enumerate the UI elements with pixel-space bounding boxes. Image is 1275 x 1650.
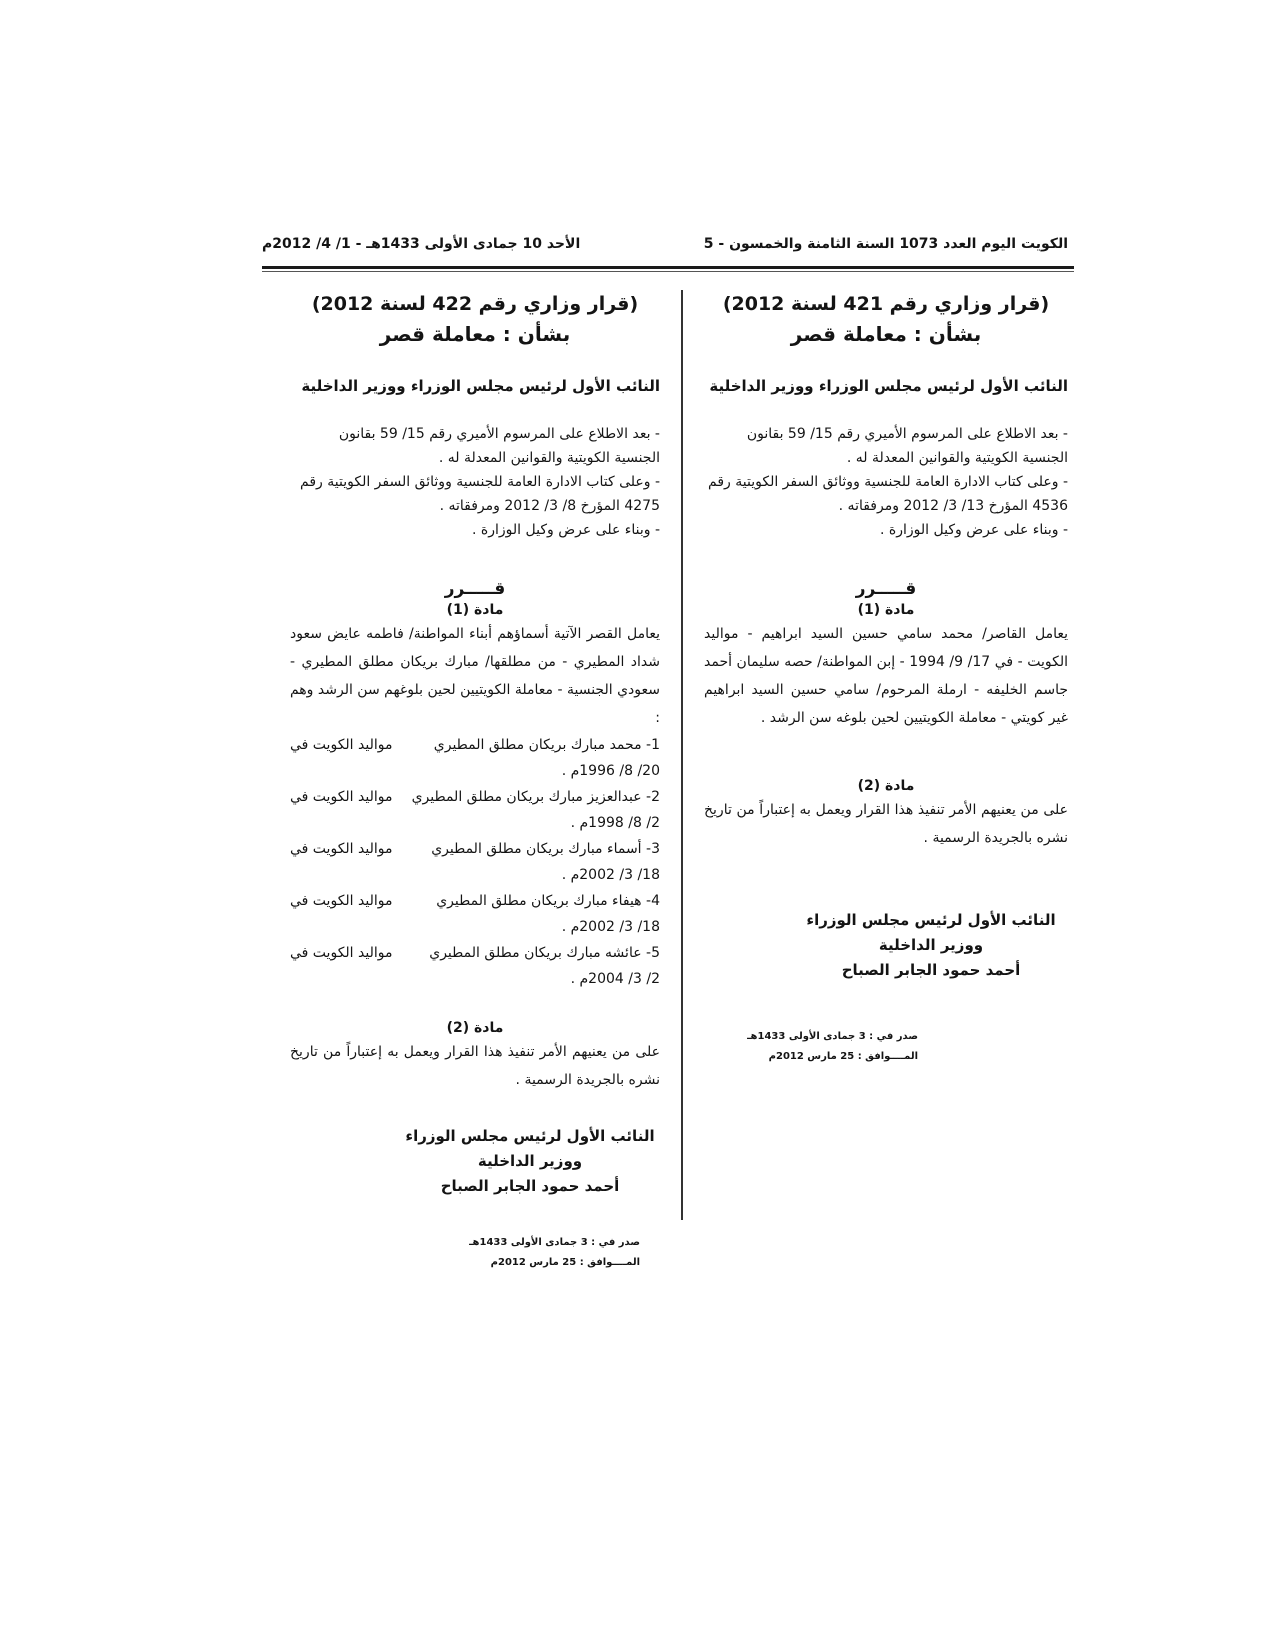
header-issue-info: الكويت اليوم العدد 1073 السنة الثامنة والخمسون - 5 xyxy=(703,236,1068,252)
minor-name: 4- هيفاء مبارك بريكان مطلق المطيري xyxy=(436,893,660,909)
decree-422 xyxy=(290,290,660,1273)
decree-issuer: النائب الأول لرئيس مجلس الوزراء ووزير الداخلية xyxy=(301,377,660,395)
decree-preamble xyxy=(704,422,1068,542)
minor-birthdate: 2/ 8/ 1998م . xyxy=(570,815,660,831)
issue-dates xyxy=(704,1027,918,1067)
preamble-item: - وعلى كتاب الادارة العامة للجنسية ووثائق السفر الكويتية رقم 4275 المؤرخ 8/ 3/ 2012 ومرفقاته . xyxy=(300,474,660,514)
issued-date: صدر في : 3 جمادى الأولى 1433هـ xyxy=(469,1237,640,1248)
preamble-item: - بعد الاطلاع على المرسوم الأميري رقم 15/ 59 بقانون الجنسية الكويتية والقوانين المعدلة له . xyxy=(746,426,1068,466)
minor-birthplace: مواليد الكويت في xyxy=(290,789,393,805)
decree-subject: بشأن : معاملة قصر xyxy=(379,322,571,346)
preamble-item: - بعد الاطلاع على المرسوم الأميري رقم 15/ 59 بقانون الجنسية الكويتية والقوانين المعدلة له . xyxy=(338,426,660,466)
minor-birthplace: مواليد الكويت في xyxy=(290,893,393,909)
issued-date: صدر في : 3 جمادى الأولى 1433هـ xyxy=(747,1031,918,1042)
minor-birthplace: مواليد الكويت في xyxy=(290,841,393,857)
signature-line: ووزير الداخلية xyxy=(878,936,984,954)
article-2-text: على من يعنيهم الأمر تنفيذ هذا القرار ويعمل به إعتباراً من تاريخ نشره بالجريدة الرسمية . xyxy=(704,802,1068,846)
decides-heading: قـــــرر xyxy=(444,579,506,599)
header-date: الأحد 10 جمادى الأولى 1433هـ - 1/ 4/ 2012م xyxy=(262,236,581,252)
minor-name: 2- عبدالعزيز مبارك بريكان مطلق المطيري xyxy=(411,789,660,805)
corresponding-date: المــــوافق : 25 مارس 2012م xyxy=(490,1257,640,1268)
article-2-text: على من يعنيهم الأمر تنفيذ هذا القرار ويعمل به إعتباراً من تاريخ نشره بالجريدة الرسمية . xyxy=(290,1044,660,1088)
signature-line: النائب الأول لرئيس مجلس الوزراء xyxy=(405,1127,655,1145)
minor-name: 3- أسماء مبارك بريكان مطلق المطيري xyxy=(431,841,660,857)
decides-heading: قـــــرر xyxy=(855,579,917,599)
header-rule xyxy=(262,266,1074,269)
signature-name: أحمد حمود الجابر الصباح xyxy=(841,961,1021,979)
article-2-title: مادة (2) xyxy=(446,1020,504,1036)
list-item xyxy=(290,784,660,836)
decree-issuer: النائب الأول لرئيس مجلس الوزراء ووزير الداخلية xyxy=(709,377,1068,395)
list-item xyxy=(290,940,660,992)
article-1-text: يعامل القاصر/ محمد سامي حسين السيد ابراهيم - مواليد الكويت - في 17/ 9/ 1994 - إبن المواطنة/ حصه سليمان أحمد جاسم الخليفه - ارملة المرحوم/ سامي حسين السيد ابراهيم غير كويتي - معاملة الكويتيين لحين بلوغه سن الرشد . xyxy=(704,626,1068,726)
page-header xyxy=(262,236,1068,266)
minor-birthdate: 18/ 3/ 2002م . xyxy=(561,867,660,883)
list-item xyxy=(290,732,660,784)
signature-block xyxy=(290,1124,660,1199)
article-1-title: مادة (1) xyxy=(446,602,504,618)
minor-birthdate: 18/ 3/ 2002م . xyxy=(561,919,660,935)
preamble-item: - وعلى كتاب الادارة العامة للجنسية ووثائق السفر الكويتية رقم 4536 المؤرخ 13/ 3/ 2012 ومرفقاته . xyxy=(708,474,1068,514)
decree-title: (قرار وزاري رقم 422 لسنة 2012) xyxy=(311,293,639,315)
article-1-text: يعامل القصر الآتية أسماؤهم أبناء المواطنة/ فاطمه عايض سعود شداد المطيري - من مطلقها/ مبارك بريكان مطلق المطيري - سعودي الجنسية - معاملة الكويتيين لحين بلوغهم سن الرشد وهم : xyxy=(289,626,660,726)
minor-birthplace: مواليد الكويت في xyxy=(290,945,393,961)
issue-dates xyxy=(290,1233,640,1273)
preamble-item: - وبناء على عرض وكيل الوزارة . xyxy=(880,522,1068,538)
header-rule-thin xyxy=(262,271,1074,272)
preamble-item: - وبناء على عرض وكيل الوزارة . xyxy=(472,522,660,538)
minor-birthplace: مواليد الكويت في xyxy=(290,737,393,753)
signature-name: أحمد حمود الجابر الصباح xyxy=(440,1177,620,1195)
minor-birthdate: 2/ 3/ 2004م . xyxy=(570,971,660,987)
decree-subject: بشأن : معاملة قصر xyxy=(790,322,982,346)
list-item xyxy=(290,888,660,940)
decree-title: (قرار وزاري رقم 421 لسنة 2012) xyxy=(722,293,1050,315)
minors-list xyxy=(290,732,660,992)
column-separator xyxy=(681,290,683,1220)
minor-birthdate: 20/ 8/ 1996م . xyxy=(561,763,660,779)
signature-line: ووزير الداخلية xyxy=(477,1152,583,1170)
article-1-title: مادة (1) xyxy=(857,602,915,618)
decree-421 xyxy=(704,290,1068,1067)
corresponding-date: المــــوافق : 25 مارس 2012م xyxy=(768,1051,918,1062)
decree-preamble xyxy=(290,422,660,542)
minor-name: 1- محمد مبارك بريكان مطلق المطيري xyxy=(433,737,660,753)
signature-block xyxy=(704,908,1068,983)
list-item xyxy=(290,836,660,888)
signature-line: النائب الأول لرئيس مجلس الوزراء xyxy=(806,911,1056,929)
minor-name: 5- عائشه مبارك بريكان مطلق المطيري xyxy=(429,945,660,961)
article-2-title: مادة (2) xyxy=(857,778,915,794)
